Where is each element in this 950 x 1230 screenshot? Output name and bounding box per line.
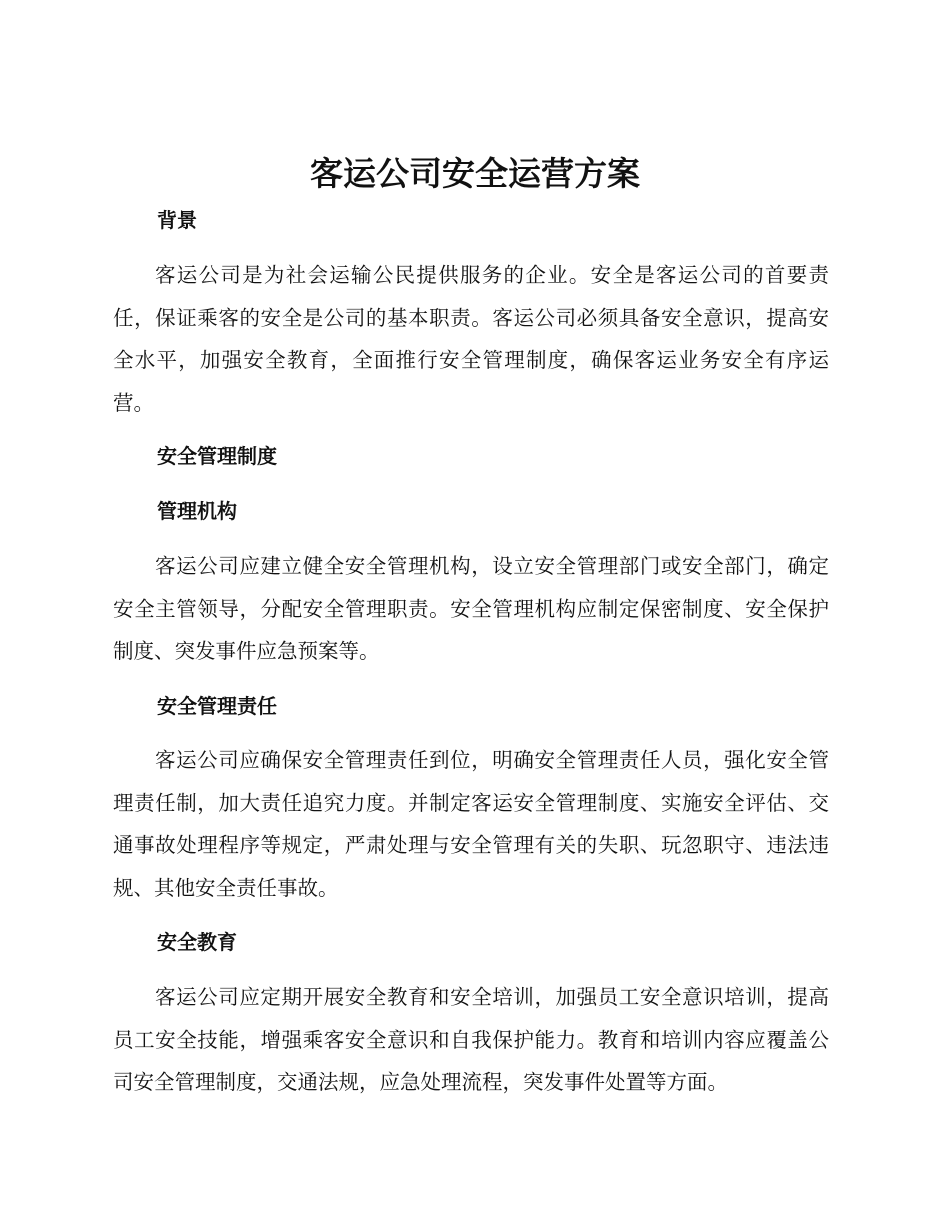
section-heading-background: 背景 xyxy=(157,208,197,232)
section-heading-safety-education: 安全教育 xyxy=(157,930,237,954)
section-heading-management-organization: 管理机构 xyxy=(157,499,237,523)
section-paragraph-background: 客运公司是为社会运输公民提供服务的企业。安全是客运公司的首要责任，保证乘客的安全是公司的基本职责。客运公司必须具备安全意识，提高安全水平，加强安全教育，全面推行安全管理制度，确保客运业务安全有序运营。 xyxy=(113,263,829,415)
section-paragraph-management-organization: 客运公司应建立健全安全管理机构，设立安全管理部门或安全部门，确定安全主管领导，分配安全管理职责。安全管理机构应制定保密制度、安全保护制度、突发事件应急预案等。 xyxy=(113,554,829,663)
document-title: 客运公司安全运营方案 xyxy=(310,154,640,193)
section-heading-safety-responsibility: 安全管理责任 xyxy=(157,694,277,718)
section-paragraph-safety-responsibility: 客运公司应确保安全管理责任到位，明确安全管理责任人员，强化安全管理责任制，加大责任追究力度。并制定客运安全管理制度、实施安全评估、交通事故处理程序等规定，严肃处理与安全管理有关的失职、玩忽职守、违法违规、其他安全责任事故。 xyxy=(113,748,829,900)
section-paragraph-safety-education: 客运公司应定期开展安全教育和安全培训，加强员工安全意识培训，提高员工安全技能，增强乘客安全意识和自我保护能力。教育和培训内容应覆盖公司安全管理制度，交通法规，应急处理流程，突发事件处置等方面。 xyxy=(113,985,829,1094)
section-heading-safety-management-system: 安全管理制度 xyxy=(157,444,277,468)
